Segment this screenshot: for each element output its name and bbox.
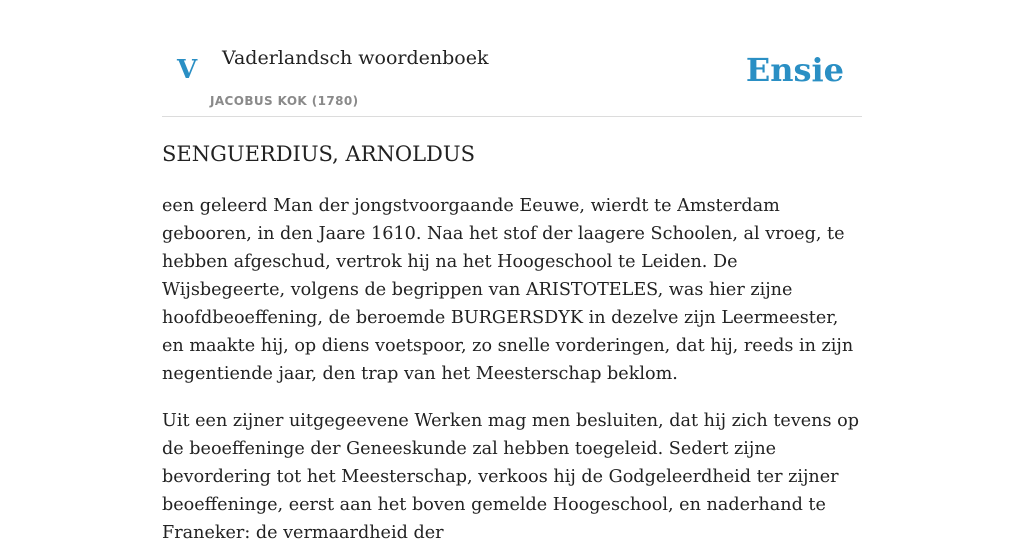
- ensie-logo[interactable]: Ensie: [745, 51, 844, 89]
- book-letter-link[interactable]: V: [177, 55, 198, 85]
- entry-header: [162, 0, 862, 117]
- entry-body: [162, 136, 862, 547]
- entry-paragraph: Uit een zijner uitgegeevene Werken mag men besluiten, dat hij zich tevens op de beoeffeninge der Geneeskunde zal hebben toegeleid. Sedert zijne bevordering tot het Meesterschap, verkoos hij de Godgeleerdheid ter zijner beoeffeninge, eerst aan het boven gemelde Hoogeschool, en naderhand te Franeker: de vermaardheid der: [162, 411, 859, 543]
- book-title-link[interactable]: Vaderlandsch woordenboek: [222, 47, 489, 69]
- book-author: JACOBUS KOK (1780): [210, 94, 359, 108]
- entry-title: SENGUERDIUS, ARNOLDUS: [162, 142, 475, 166]
- entry-paragraph: een geleerd Man der jongstvoorgaande Eeuwe, wierdt te Amsterdam gebooren, in den Jaare 1610. Naa het stof der laagere Schoolen, al vroeg, te hebben afgeschud, vertrok hij na het Hoogeschool te Leiden. De Wijsbegeerte, volgens de begrippen van ARISTOTELES, was hier zijne hoofdbeoeffening, de beroemde BURGERSDYK in dezelve zijn Leermeester, en maakte hij, op diens voetspoor, zo snelle vorderingen, dat hij, reeds in zijn negentiende jaar, den trap van het Meesterschap beklom.: [162, 196, 854, 384]
